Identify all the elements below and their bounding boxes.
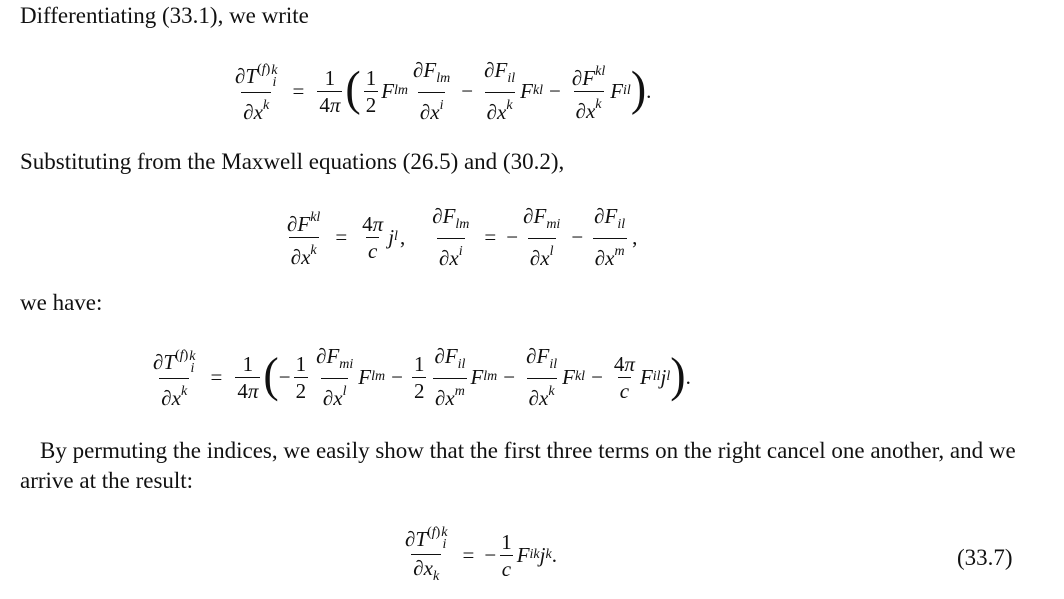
- equation-number: (33.7): [957, 545, 1013, 570]
- we-have-line: we have:: [20, 290, 103, 315]
- maxwell-line: Substituting from the Maxwell equations (26.5) and (30.2),: [20, 149, 565, 174]
- equation-3: $\partial T^{(f)}$ k i $\partial x^k$ = $\frac{1}{4\pi}$ ( − $\frac{1}{2}$ $\frac{\partial F_{mi}}{\partial x^l}$ F lm − $\frac{1}{2}$ $\frac{\partial F_{il}}{\partial x^m}$ F lm − $\frac{\partial F_{il}}{\partial x^k}$ F kl − $\frac{4\pi}{c}$ F il j l ) .: [153, 344, 691, 410]
- permuting-paragraph: [20, 436, 1030, 496]
- intro-line: Differentiating (33.1), we write: [20, 3, 309, 28]
- permuting-text: By permuting the indices, we easily show that the first three terms on the right cancel one another, and we arrive at the result:: [20, 438, 1016, 493]
- equation-result: $\partial T^{(f)}$ k i $\partial x_k$ = − $\frac{1}{c}$ F ik j k .: [400, 521, 557, 589]
- equation-1: $\partial T^{(f)}$ k i $\partial x^k$ = $\frac{1}{4\pi}$ ( $\frac{1}{2}$ F lm $\frac{\partial F_{lm}}{\partial x^i}$ − $\frac{\partial F_{il}}{\partial x^k}$ F kl − $\frac{\partial F^{kl}}{\partial x^k}$ F il ) .: [235, 58, 652, 124]
- equation-maxwell: $\frac{\partial F^{kl}}{\partial x^k}$ = $\frac{4\pi}{c}$ j l , $\frac{\partial F_{lm}}{\partial x^i}$ = − $\frac{\partial F_{mi}}{\partial x^l}$ − $\frac{\partial F_{il}}{\partial x^m}$ ,: [287, 204, 638, 270]
